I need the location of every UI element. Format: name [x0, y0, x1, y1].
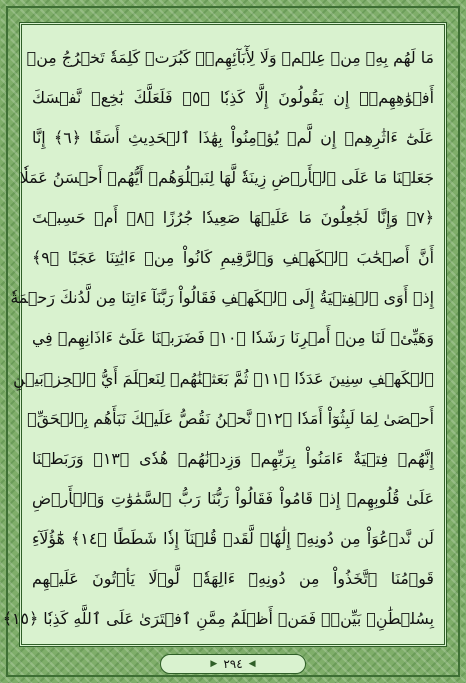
text-line-10: أَحۡصَىٰ لِمَا لَبِثُوٓاْ أَمَدٗا ﴿١٢﴾ نَّحۡنُ نَقُصُّ عَلَيۡكَ نَبَأَهُم بِٱلۡحَقِّۚ [27, 408, 434, 428]
text-line-4: جَعَلۡنَا مَا عَلَى ٱلۡأَرۡضِ زِينَةٗ لَّهَا لِنَبۡلُوَهُمۡ أَيُّهُمۡ أَحۡسَنُ عَمَلٗا [19, 168, 434, 188]
text-line-15: بِسُلۡطَٰنِۭ بَيِّنٖۖ فَمَنۡ أَظۡلَمُ مِمَّنِ ٱفۡتَرَىٰ عَلَى ٱللَّهِ كَذِبٗا ﴿١٥﴾ [2, 608, 434, 628]
left-ornament-icon: ▶ [210, 659, 218, 669]
page-number-bar [160, 654, 306, 674]
right-ornament-icon: ◀ [248, 659, 256, 669]
text-line-13: لَن نَّدۡعُوَاْ مِن دُونِهِۦٓ إِلَٰهٗاۖ لَّقَدۡ قُلۡنَآ إِذٗا شَطَطًا ﴿١٤﴾ هَٰٓؤُلَآءِ [32, 528, 434, 548]
text-line-11: إِنَّهُمۡ فِتۡيَةٌ ءَامَنُواْ بِرَبِّهِمۡ وَزِدۡنَٰهُمۡ هُدٗى ﴿١٣﴾ وَرَبَطۡنَا [32, 448, 434, 468]
text-line-6: أَنَّ أَصۡحَٰبَ ٱلۡكَهۡفِ وَٱلرَّقِيمِ كَانُواْ مِنۡ ءَايَٰتِنَا عَجَبًا ﴿٩﴾ [32, 248, 434, 268]
text-line-12: عَلَىٰ قُلُوبِهِمۡ إِذۡ قَامُواْ فَقَالُواْ رَبُّنَا رَبُّ ٱلسَّمَٰوَٰتِ وَٱلۡأَرۡضِ [32, 488, 434, 508]
text-line-5: ﴿٧﴾ وَإِنَّا لَجَٰعِلُونَ مَا عَلَيۡهَا صَعِيدٗا جُرُزًا ﴿٨﴾ أَمۡ حَسِبۡتَ [32, 208, 434, 228]
text-line-14: قَوۡمُنَا ٱتَّخَذُواْ مِن دُونِهِۦٓ ءَالِهَةٗۖ لَّوۡلَا يَأۡتُونَ عَلَيۡهِم [32, 568, 434, 588]
text-line-8: وَهَيِّئۡ لَنَا مِنۡ أَمۡرِنَا رَشَدٗا ﴿١٠﴾ فَضَرَبۡنَا عَلَىٰٓ ءَاذَانِهِمۡ فِي [32, 328, 434, 348]
text-panel [2, 22, 447, 647]
text-line-9: ٱلۡكَهۡفِ سِنِينَ عَدَدٗا ﴿١١﴾ ثُمَّ بَعَثۡنَٰهُمۡ لِنَعۡلَمَ أَيُّ ٱلۡحِزۡبَيۡنِ [13, 368, 434, 388]
text-line-1: مَا لَهُم بِهِۦ مِنۡ عِلۡمٖ وَلَا لِأٓبَآئِهِمۡۚ كَبُرَتۡ كَلِمَةٗ تَخۡرُجُ مِنۡ [26, 48, 434, 67]
text-line-7: إِذۡ أَوَى ٱلۡفِتۡيَةُ إِلَى ٱلۡكَهۡفِ فَقَالُواْ رَبَّنَآ ءَاتِنَا مِن لَّدُنكَ رَحۡمَةٗ [10, 288, 434, 308]
text-line-3: عَلَىٰٓ ءَاثَٰرِهِمۡ إِن لَّمۡ يُؤۡمِنُواْ بِهَٰذَا ٱلۡحَدِيثِ أَسَفًا ﴿٦﴾ إِنَّا [32, 128, 434, 148]
page-number: ٢٩٤ [223, 657, 243, 671]
text-line-2: أَفۡوَٰهِهِمۡۚ إِن يَقُولُونَ إِلَّا كَذِبٗا ﴿٥﴾ فَلَعَلَّكَ بَٰخِعٞ نَّفۡسَكَ [32, 88, 434, 108]
